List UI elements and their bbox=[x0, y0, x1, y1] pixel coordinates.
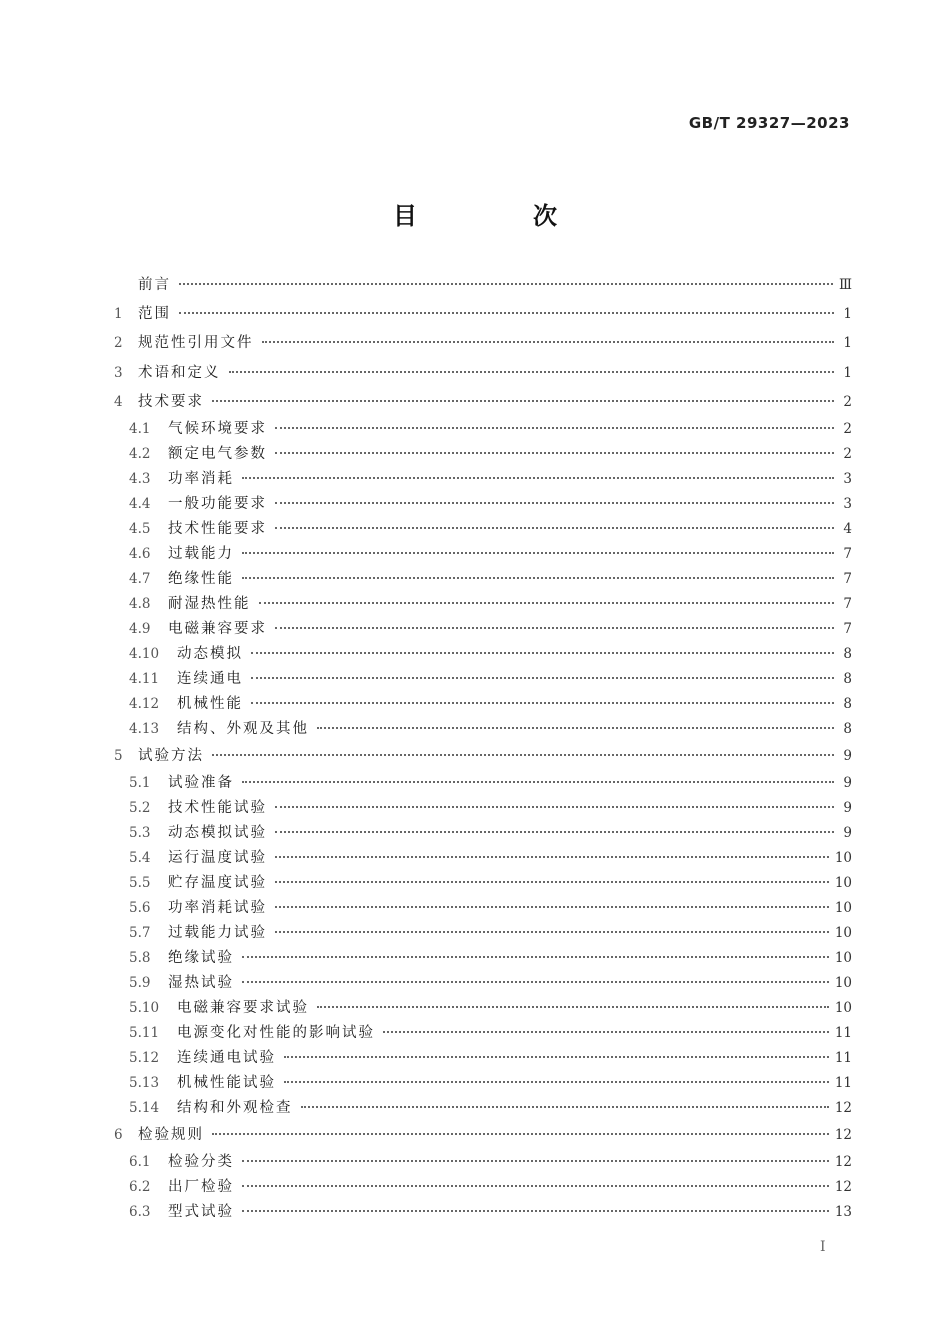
toc-dot-leader bbox=[242, 781, 834, 783]
toc-entry-label: 过载能力 bbox=[168, 545, 234, 562]
toc-entry[interactable] bbox=[114, 921, 852, 946]
standard-code: GB/T 29327—2023 bbox=[688, 114, 850, 132]
toc-entry[interactable] bbox=[114, 667, 852, 692]
toc-entry-number: 4.11 bbox=[129, 670, 160, 687]
toc-entry-page: 11 bbox=[834, 1075, 852, 1092]
toc-entry-page: 1 bbox=[843, 364, 852, 381]
toc-dot-leader bbox=[275, 627, 834, 629]
toc-entry[interactable] bbox=[114, 771, 852, 796]
toc-dot-leader bbox=[275, 527, 834, 529]
toc-entry-label: 气候环境要求 bbox=[168, 420, 267, 437]
toc-entry-label: 功率消耗试验 bbox=[168, 900, 267, 917]
toc-entry-page: 11 bbox=[834, 1025, 852, 1042]
toc-entry-label: 试验准备 bbox=[168, 775, 234, 792]
toc-entry-number: 5.5 bbox=[129, 875, 151, 892]
toc-entry-page: 10 bbox=[834, 975, 852, 992]
toc-entry-page: 12 bbox=[834, 1154, 852, 1171]
toc-dot-leader bbox=[242, 1160, 829, 1162]
toc-entry-number: 6.1 bbox=[129, 1154, 151, 1171]
toc-entry[interactable] bbox=[114, 271, 852, 300]
toc-dot-leader bbox=[242, 552, 834, 554]
toc-entry-number: 4.7 bbox=[129, 570, 151, 587]
toc-dot-leader bbox=[251, 677, 834, 679]
toc-entry[interactable] bbox=[114, 1175, 852, 1200]
toc-dot-leader bbox=[275, 427, 834, 429]
toc-entry[interactable] bbox=[114, 388, 852, 417]
toc-dot-leader bbox=[275, 906, 829, 908]
toc-entry-number: 4.13 bbox=[129, 720, 160, 737]
toc-entry-label: 绝缘试验 bbox=[168, 950, 234, 967]
toc-entry[interactable] bbox=[114, 796, 852, 821]
toc-entry-label: 连续通电 bbox=[177, 670, 243, 687]
toc-entry[interactable] bbox=[114, 417, 852, 442]
toc-entry[interactable] bbox=[114, 896, 852, 921]
toc-entry-label: 功率消耗 bbox=[168, 470, 234, 487]
toc-entry-page: 10 bbox=[834, 925, 852, 942]
toc-entry-page: 8 bbox=[843, 645, 852, 662]
toc-entry-page: 4 bbox=[843, 520, 852, 537]
toc-entry-number: 5 bbox=[114, 747, 123, 764]
toc-dot-leader bbox=[242, 956, 829, 958]
toc-entry-label: 耐湿热性能 bbox=[168, 595, 251, 612]
toc-entry-number: 4.1 bbox=[129, 420, 151, 437]
toc-entry[interactable] bbox=[114, 946, 852, 971]
toc-entry[interactable] bbox=[114, 300, 852, 329]
toc-dot-leader bbox=[301, 1106, 829, 1108]
toc-entry-page: 7 bbox=[843, 545, 852, 562]
toc-entry-page: 9 bbox=[843, 800, 852, 817]
toc-entry[interactable] bbox=[114, 592, 852, 617]
toc-dot-leader bbox=[242, 1185, 829, 1187]
toc-entry-label: 电源变化对性能的影响试验 bbox=[177, 1025, 375, 1042]
toc-entry-label: 检验规则 bbox=[138, 1127, 204, 1144]
toc-dot-leader bbox=[275, 806, 834, 808]
toc-dot-leader bbox=[275, 881, 829, 883]
toc-entry-page: 7 bbox=[843, 595, 852, 612]
toc-entry-label: 运行温度试验 bbox=[168, 850, 267, 867]
toc-entry-label: 技术要求 bbox=[138, 393, 204, 410]
toc-entry-page: 3 bbox=[843, 470, 852, 487]
toc-entry-label: 术语和定义 bbox=[138, 364, 221, 381]
toc-entry[interactable] bbox=[114, 846, 852, 871]
toc-dot-leader bbox=[317, 1006, 829, 1008]
toc-entry[interactable] bbox=[114, 871, 852, 896]
toc-entry-page: 9 bbox=[843, 825, 852, 842]
toc-entry-label: 技术性能要求 bbox=[168, 520, 267, 537]
toc-entry[interactable] bbox=[114, 742, 852, 771]
toc-entry-label: 范围 bbox=[138, 306, 171, 323]
toc-entry-page: 10 bbox=[834, 1000, 852, 1017]
page-number: Ⅰ bbox=[820, 1239, 826, 1255]
toc-dot-leader bbox=[275, 931, 829, 933]
toc-entry-number: 5.9 bbox=[129, 975, 151, 992]
toc-dot-leader bbox=[262, 341, 835, 343]
toc-entry-number: 4.6 bbox=[129, 545, 151, 562]
toc-entry[interactable] bbox=[114, 1071, 852, 1096]
toc-entry-label: 结构、外观及其他 bbox=[177, 720, 309, 737]
toc-dot-leader bbox=[179, 312, 834, 314]
toc-entry-label: 动态模拟试验 bbox=[168, 825, 267, 842]
toc-entry-page: Ⅲ bbox=[838, 277, 852, 293]
toc-entry-page: 7 bbox=[843, 620, 852, 637]
toc-entry-number: 2 bbox=[114, 335, 123, 352]
toc-dot-leader bbox=[242, 1210, 829, 1212]
toc-entry-page: 9 bbox=[843, 747, 852, 764]
toc-entry-label: 试验方法 bbox=[138, 747, 204, 764]
toc-entry[interactable] bbox=[114, 1021, 852, 1046]
toc-entry-page: 10 bbox=[834, 875, 852, 892]
toc-dot-leader bbox=[212, 1133, 829, 1135]
toc-entry-number: 5.3 bbox=[129, 825, 151, 842]
toc-entry-page: 2 bbox=[843, 445, 852, 462]
toc-entry-page: 12 bbox=[834, 1179, 852, 1196]
toc-entry-number: 5.6 bbox=[129, 900, 151, 917]
toc-entry-page: 1 bbox=[843, 335, 852, 352]
toc-entry-label: 绝缘性能 bbox=[168, 570, 234, 587]
toc-entry[interactable] bbox=[114, 642, 852, 667]
toc-entry[interactable] bbox=[114, 617, 852, 642]
toc-entry-number: 4.9 bbox=[129, 620, 151, 637]
toc-entry-label: 过载能力试验 bbox=[168, 925, 267, 942]
toc-entry-page: 12 bbox=[834, 1127, 852, 1144]
toc-entry[interactable] bbox=[114, 442, 852, 467]
toc-entry[interactable] bbox=[114, 567, 852, 592]
toc-entry-page: 10 bbox=[834, 850, 852, 867]
toc-entry-label: 技术性能试验 bbox=[168, 800, 267, 817]
toc-entry-label: 贮存温度试验 bbox=[168, 875, 267, 892]
toc-dot-leader bbox=[275, 452, 834, 454]
toc-entry-number: 4.5 bbox=[129, 520, 151, 537]
toc-entry-number: 5.13 bbox=[129, 1075, 160, 1092]
table-of-contents bbox=[114, 271, 852, 1225]
toc-entry-label: 电磁兼容要求试验 bbox=[177, 1000, 309, 1017]
toc-entry-number: 4.12 bbox=[129, 695, 160, 712]
toc-dot-leader bbox=[229, 371, 835, 373]
toc-dot-leader bbox=[251, 652, 834, 654]
toc-entry-label: 一般功能要求 bbox=[168, 495, 267, 512]
toc-entry[interactable] bbox=[114, 821, 852, 846]
toc-entry[interactable] bbox=[114, 1200, 852, 1225]
toc-entry-label: 机械性能 bbox=[177, 695, 243, 712]
toc-dot-leader bbox=[212, 754, 834, 756]
toc-dot-leader bbox=[242, 577, 834, 579]
toc-dot-leader bbox=[179, 283, 833, 285]
toc-entry-page: 11 bbox=[834, 1050, 852, 1067]
toc-dot-leader bbox=[242, 981, 829, 983]
toc-entry-page: 8 bbox=[843, 695, 852, 712]
toc-dot-leader bbox=[284, 1056, 829, 1058]
toc-dot-leader bbox=[251, 702, 834, 704]
toc-entry-number: 6.2 bbox=[129, 1179, 151, 1196]
toc-entry-page: 9 bbox=[843, 775, 852, 792]
toc-entry[interactable] bbox=[114, 359, 852, 388]
toc-entry-number: 6 bbox=[114, 1127, 123, 1144]
toc-entry-number: 5.14 bbox=[129, 1100, 160, 1117]
toc-entry-number: 6.3 bbox=[129, 1204, 151, 1221]
toc-entry[interactable] bbox=[114, 717, 852, 742]
toc-entry-page: 7 bbox=[843, 570, 852, 587]
toc-entry-number: 5.12 bbox=[129, 1050, 160, 1067]
toc-dot-leader bbox=[275, 831, 834, 833]
toc-entry-page: 2 bbox=[843, 393, 852, 410]
toc-entry-number: 4.3 bbox=[129, 470, 151, 487]
toc-entry-number: 5.2 bbox=[129, 800, 151, 817]
toc-dot-leader bbox=[317, 727, 834, 729]
toc-entry-label: 湿热试验 bbox=[168, 975, 234, 992]
toc-entry-page: 10 bbox=[834, 950, 852, 967]
toc-entry-label: 前言 bbox=[138, 277, 171, 293]
toc-dot-leader bbox=[284, 1081, 829, 1083]
toc-entry[interactable] bbox=[114, 492, 852, 517]
toc-entry[interactable] bbox=[114, 692, 852, 717]
toc-entry-label: 动态模拟 bbox=[177, 645, 243, 662]
toc-dot-leader bbox=[259, 602, 835, 604]
toc-entry-number: 4.4 bbox=[129, 495, 151, 512]
toc-dot-leader bbox=[383, 1031, 829, 1033]
toc-entry[interactable] bbox=[114, 542, 852, 567]
toc-entry-label: 连续通电试验 bbox=[177, 1050, 276, 1067]
toc-dot-leader bbox=[275, 502, 834, 504]
toc-entry-number: 4.10 bbox=[129, 645, 160, 662]
toc-entry-label: 电磁兼容要求 bbox=[168, 620, 267, 637]
toc-title: 目 次 bbox=[393, 202, 603, 230]
toc-entry[interactable] bbox=[114, 996, 852, 1021]
toc-entry[interactable] bbox=[114, 1150, 852, 1175]
toc-entry[interactable] bbox=[114, 329, 852, 358]
toc-dot-leader bbox=[212, 400, 834, 402]
toc-entry-label: 额定电气参数 bbox=[168, 445, 267, 462]
toc-entry-number: 5.10 bbox=[129, 1000, 160, 1017]
toc-entry-number: 4.8 bbox=[129, 595, 151, 612]
toc-entry-page: 8 bbox=[843, 670, 852, 687]
toc-entry-number: 1 bbox=[114, 306, 123, 323]
toc-entry-label: 结构和外观检查 bbox=[177, 1100, 293, 1117]
toc-entry-number: 5.11 bbox=[129, 1025, 160, 1042]
toc-entry-page: 13 bbox=[834, 1204, 852, 1221]
toc-entry-page: 8 bbox=[843, 720, 852, 737]
toc-entry-page: 1 bbox=[843, 306, 852, 323]
toc-entry-label: 出厂检验 bbox=[168, 1179, 234, 1196]
toc-entry[interactable] bbox=[114, 971, 852, 996]
toc-entry[interactable] bbox=[114, 467, 852, 492]
toc-entry-label: 型式试验 bbox=[168, 1204, 234, 1221]
toc-entry-number: 4.2 bbox=[129, 445, 151, 462]
toc-entry-number: 5.7 bbox=[129, 925, 151, 942]
toc-dot-leader bbox=[242, 477, 834, 479]
toc-entry-page: 10 bbox=[834, 900, 852, 917]
toc-entry-number: 3 bbox=[114, 364, 123, 381]
toc-entry[interactable] bbox=[114, 517, 852, 542]
toc-entry-label: 检验分类 bbox=[168, 1154, 234, 1171]
toc-entry-number: 5.4 bbox=[129, 850, 151, 867]
toc-dot-leader bbox=[275, 856, 829, 858]
toc-entry-number: 4 bbox=[114, 393, 123, 410]
toc-entry-number: 5.8 bbox=[129, 950, 151, 967]
toc-entry-page: 3 bbox=[843, 495, 852, 512]
toc-entry[interactable] bbox=[114, 1096, 852, 1121]
toc-entry[interactable] bbox=[114, 1121, 852, 1150]
toc-entry-label: 规范性引用文件 bbox=[138, 335, 254, 352]
toc-entry-label: 机械性能试验 bbox=[177, 1075, 276, 1092]
toc-entry-page: 12 bbox=[834, 1100, 852, 1117]
toc-entry-number: 5.1 bbox=[129, 775, 151, 792]
toc-entry[interactable] bbox=[114, 1046, 852, 1071]
toc-entry-page: 2 bbox=[843, 420, 852, 437]
